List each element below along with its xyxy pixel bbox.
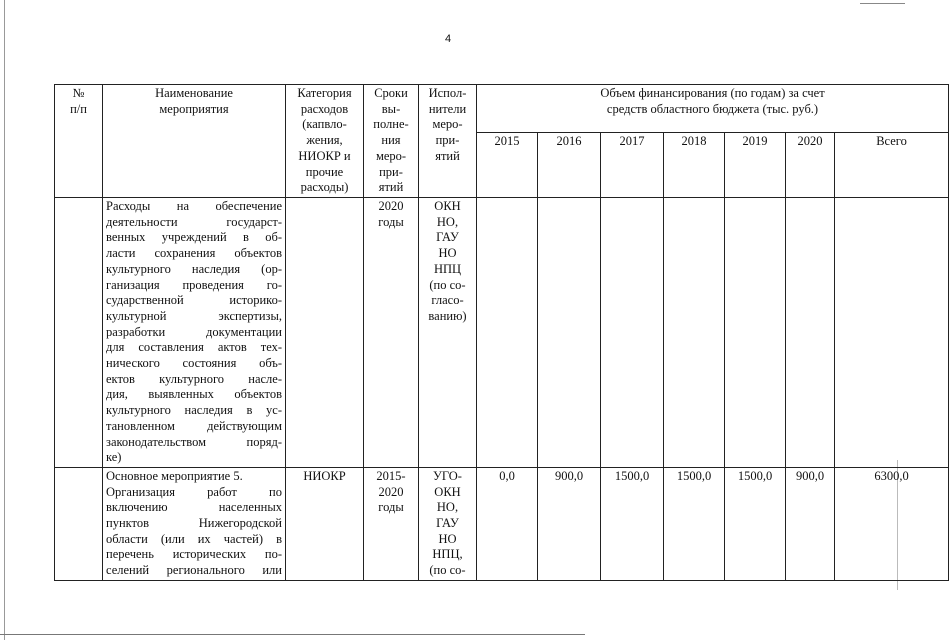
header-row: [55, 85, 949, 133]
row-value-2018: 1500,0: [664, 467, 725, 580]
header-financing: Объем финансирования (по годам) за счет средств областного бюджета (тыс. руб.): [477, 85, 949, 133]
bottom-rule: [0, 634, 585, 635]
table-row: [55, 198, 949, 468]
row-num: [55, 467, 103, 580]
scan-edge-mark: [860, 3, 905, 4]
row-value-2017: 1500,0: [601, 467, 664, 580]
row-value-2015: [477, 198, 538, 468]
row-num: [55, 198, 103, 468]
row-category: [286, 198, 364, 468]
header-year-2019: 2019: [725, 133, 786, 198]
header-name: Наименование мероприятия: [103, 85, 286, 198]
header-num: № п/п: [55, 85, 103, 198]
row-value-total: 6300,0: [835, 467, 949, 580]
header-total: Всего: [835, 133, 949, 198]
financing-table: [54, 84, 949, 581]
header-year-2017: 2017: [601, 133, 664, 198]
row-terms: 2015- 2020 годы: [364, 467, 419, 580]
header-year-2016: 2016: [538, 133, 601, 198]
header-year-2020: 2020: [786, 133, 835, 198]
row-executors: УГО- ОКН НО, ГАУ НО НПЦ, (по со-: [419, 467, 477, 580]
left-margin-rule: [4, 0, 5, 640]
row-value-total: [835, 198, 949, 468]
row-value-2017: [601, 198, 664, 468]
row-value-2020: [786, 198, 835, 468]
row-value-2016: [538, 198, 601, 468]
header-category: Категория расходов (капвло- жения, НИОКР и прочие расходы): [286, 85, 364, 198]
page-number: 4: [445, 33, 452, 45]
row-category: НИОКР: [286, 467, 364, 580]
header-executors: Испол- нители меро- при- ятий: [419, 85, 477, 198]
table-row: [55, 467, 949, 580]
row-value-2020: 900,0: [786, 467, 835, 580]
row-name: Расходы на обеспечение деятельности государст- венных учреждений в об- ласти сохранения объектов культурного наследия (ор- ганизация проведения го- сударственной историко- культурной экспертизы, разработки документации для составления актов тех- нического состояния объ- ектов культурного насле- дия, выявленных объектов культурного наследия в ус- тановленном действующим законодательством поряд- ке): [103, 198, 286, 468]
row-value-2019: 1500,0: [725, 467, 786, 580]
row-value-2015: 0,0: [477, 467, 538, 580]
header-terms: Сроки вы- полне- ния меро- при- ятий: [364, 85, 419, 198]
row-value-2019: [725, 198, 786, 468]
row-terms: 2020 годы: [364, 198, 419, 468]
header-year-2015: 2015: [477, 133, 538, 198]
row-executors: ОКН НО, ГАУ НО НПЦ (по со- гласо- ванию): [419, 198, 477, 468]
row-name: Основное мероприятие 5. Организация работ по включению населенных пунктов Нижегородской области (или их частей) в перечень исторических по- селений регионального или: [103, 467, 286, 580]
row-value-2016: 900,0: [538, 467, 601, 580]
header-year-2018: 2018: [664, 133, 725, 198]
row-value-2018: [664, 198, 725, 468]
